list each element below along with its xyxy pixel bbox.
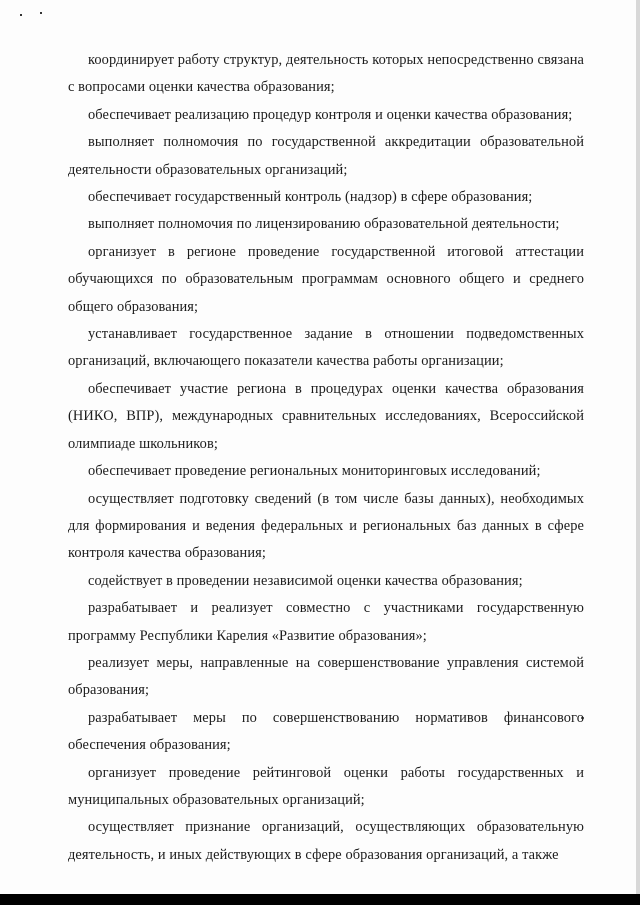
paragraph: устанавливает государственное задание в отношении подведомственных организаций, включающего показатели качества работы организации;	[68, 326, 584, 370]
body-text	[68, 47, 584, 869]
paragraph: выполняет полномочия по лицензированию образовательной деятельности;	[88, 216, 560, 233]
paragraph: осуществляет признание организаций, осуществляющих образовательную деятельность, и иных действующих в сфере образования организаций, а также	[68, 819, 584, 863]
paragraph: организует в регионе проведение государственной итоговой аттестации обучающихся по образовательным программам основного общего и среднего общего образования;	[68, 243, 584, 315]
paragraph: организует проведение рейтинговой оценки работы государственных и муниципальных образовательных организаций;	[68, 764, 584, 808]
paragraph: обеспечивает участие региона в процедурах оценки качества образования (НИКО, ВПР), международных сравнительных исследованиях, Всероссийской олимпиаде школьников;	[68, 380, 584, 452]
scan-speck	[20, 14, 22, 16]
paragraph: обеспечивает реализацию процедур контроля и оценки качества образования;	[88, 106, 573, 123]
paragraph: выполняет полномочия по государственной аккредитации образовательной деятельности образовательных организаций;	[68, 134, 584, 178]
scan-shadow-edge	[636, 0, 640, 905]
paragraph: разрабатывает меры по совершенствованию нормативов финансового обеспечения образования;	[68, 709, 584, 754]
paragraph: содействует в проведении независимой оценки качества образования;	[88, 572, 523, 589]
paragraph: координирует работу структур, деятельность которых непосредственно связана с вопросами оценки качества образования;	[68, 52, 584, 96]
paragraph: реализует меры, направленные на совершенствование управления системой образования;	[68, 654, 584, 699]
paragraph: разрабатывает и реализует совместно с участниками государственную программу Республики Карелия «Развитие образования»;	[68, 600, 584, 644]
paragraph: обеспечивает государственный контроль (надзор) в сфере образования;	[88, 189, 533, 206]
scan-speck	[40, 12, 42, 14]
scan-bottom-edge	[0, 894, 640, 905]
paragraph: осуществляет подготовку сведений (в том числе базы данных), необходимых для формирования и ведения федеральных и региональных баз данных в сфере контроля качества образования;	[68, 490, 584, 562]
paragraph: обеспечивает проведение региональных мониторинговых исследований;	[88, 463, 541, 480]
